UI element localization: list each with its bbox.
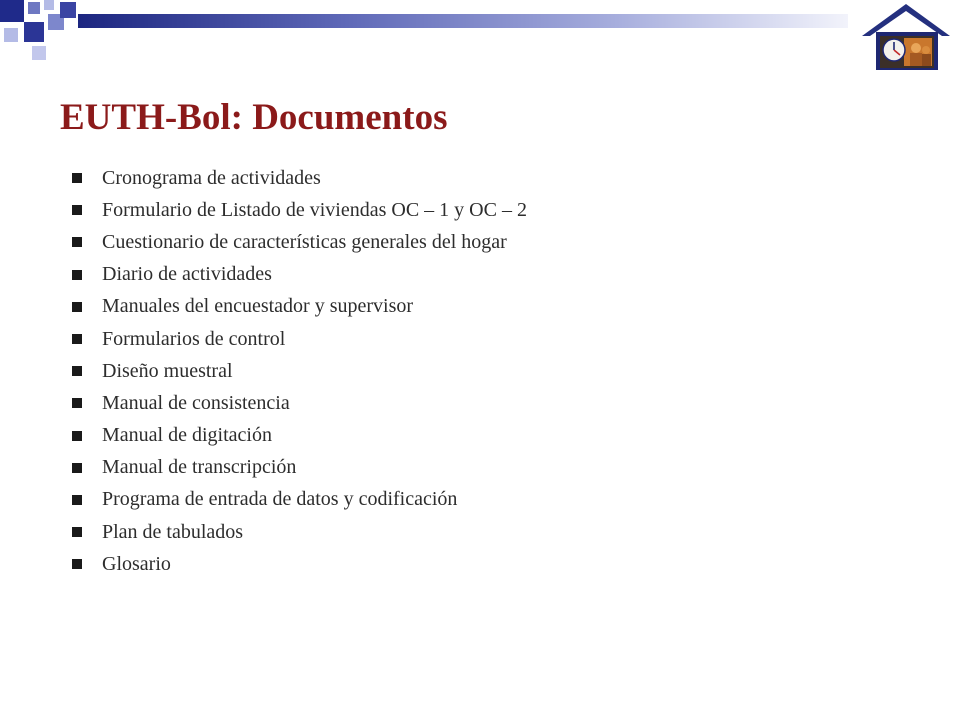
list-item-label: Manuales del encuestador y supervisor — [102, 295, 414, 318]
house-logo-icon — [858, 0, 954, 72]
decor-square — [24, 22, 44, 42]
square-bullet-icon — [72, 431, 82, 441]
list-item-label: Diseño muestral — [102, 359, 233, 382]
list-item — [72, 194, 527, 226]
slide-title: EUTH-Bol: Documentos — [60, 97, 448, 138]
decor-square — [28, 2, 40, 14]
decor-square — [32, 46, 46, 60]
list-item — [72, 420, 527, 452]
list-item-label: Glosario — [102, 552, 171, 575]
list-item-label: Plan de tabulados — [102, 520, 244, 543]
list-item — [72, 484, 527, 516]
square-bullet-icon — [72, 366, 82, 376]
square-bullet-icon — [72, 205, 82, 215]
list-item — [72, 516, 527, 548]
decor-square — [44, 0, 54, 10]
square-bullet-icon — [72, 527, 82, 537]
list-item — [72, 259, 527, 291]
list-item-label: Formularios de control — [102, 327, 286, 350]
decor-square — [4, 28, 18, 42]
list-item — [72, 548, 527, 580]
list-item-label: Diario de actividades — [102, 263, 272, 286]
square-bullet-icon — [72, 495, 82, 505]
list-item — [72, 323, 527, 355]
list-item — [72, 355, 527, 387]
list-item-label: Cuestionario de características generales del hogar — [102, 230, 507, 253]
decor-square — [60, 2, 76, 18]
square-bullet-icon — [72, 398, 82, 408]
square-bullet-icon — [72, 302, 82, 312]
document-list — [72, 162, 527, 580]
square-bullet-icon — [72, 270, 82, 280]
square-bullet-icon — [72, 237, 82, 247]
list-item — [72, 291, 527, 323]
list-item-label: Manual de digitación — [102, 424, 272, 447]
list-item-label: Manual de consistencia — [102, 391, 290, 414]
list-item — [72, 226, 527, 258]
list-item — [72, 452, 527, 484]
list-item-label: Cronograma de actividades — [102, 166, 321, 189]
list-item-label: Formulario de Listado de viviendas OC – 1 y OC – 2 — [102, 198, 527, 221]
decor-square — [0, 0, 24, 22]
square-bullet-icon — [72, 463, 82, 473]
header-gradient-bar — [78, 14, 848, 28]
list-item-label: Manual de transcripción — [102, 456, 297, 479]
square-bullet-icon — [72, 559, 82, 569]
list-item — [72, 162, 527, 194]
square-bullet-icon — [72, 173, 82, 183]
list-item-label: Programa de entrada de datos y codificación — [102, 488, 458, 511]
list-item — [72, 387, 527, 419]
square-bullet-icon — [72, 334, 82, 344]
